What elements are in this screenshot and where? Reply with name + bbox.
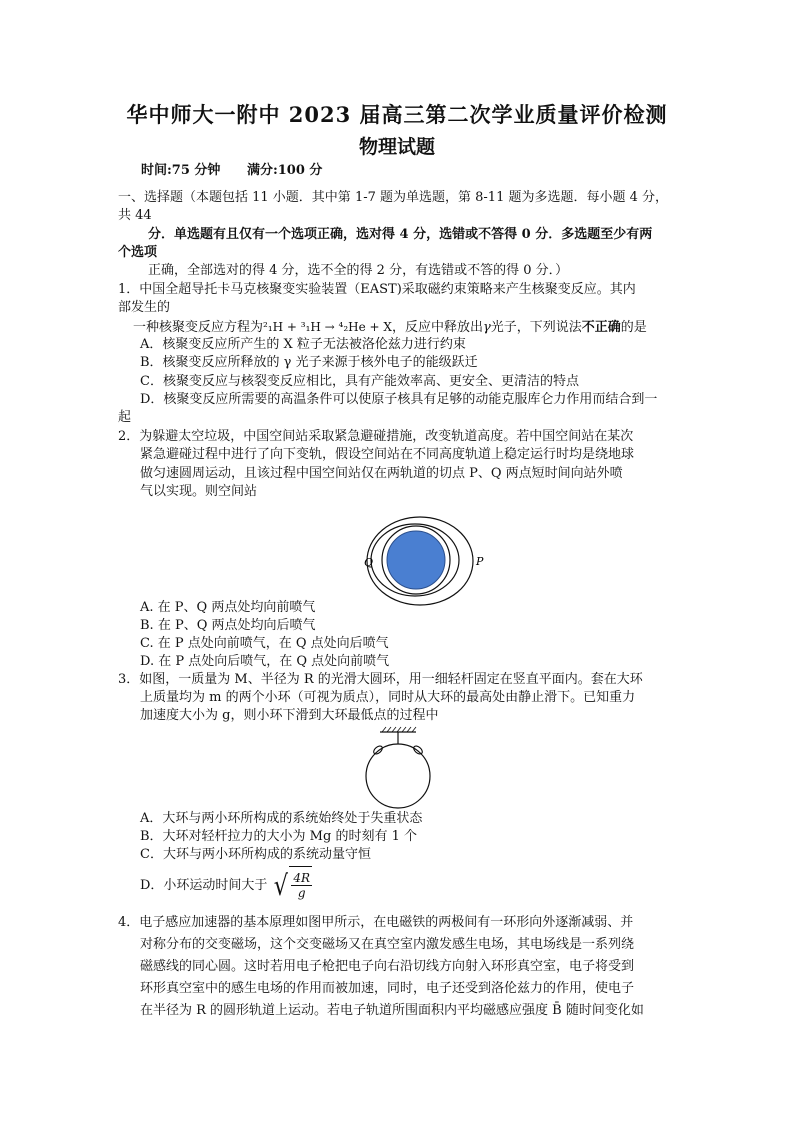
q1-option-a: A．核聚变反应所产生的 X 粒子无法被洛伦兹力进行约束: [140, 337, 466, 352]
q1-stem-line: 部发生的: [118, 300, 171, 315]
q1-option-d: D．核聚变反应所需要的高温条件可以使原子核具有足够的动能克服库仑力作用而结合到一: [140, 392, 658, 407]
q1-stem-equation-line: [133, 318, 647, 337]
q4-stem-line: 对称分布的交变磁场，这个交变磁场又在真空室内激发感生电场，其电场线是一系列绕: [140, 937, 635, 952]
exam-meta: [141, 159, 344, 178]
q1-equation: ²₁H + ³₁H → ⁴₂He + X: [263, 320, 392, 334]
q3-stem-line: 3．如图，一质量为 M、半径为 R 的光滑大圆环，用一细轻杆固定在竖直平面内。套在大环: [118, 672, 643, 687]
q3-stem-line: 上质量均为 m 的两个小环（可视为质点），同时从大环的最高处由静止滑下。已知重力: [140, 690, 636, 705]
q1-stem-post: 光子，下列说法: [490, 320, 582, 335]
q1-stem-mid: ，反应中释放出: [391, 320, 483, 335]
q2-option-d: D. 在 P 点处向后喷气，在 Q 点处向前喷气: [140, 654, 390, 669]
section-intro-line: 一、选择题（本题包括 11 小题．其中第 1-7 题为单选题，第 8-11 题为多选题．每小题 4 分，: [118, 190, 669, 205]
q3-option-b: B．大环对轻杆拉力的大小为 Mg 的时刻有 1 个: [140, 829, 417, 844]
fraction-denominator: g: [297, 886, 306, 900]
q1-option-c: C．核聚变反应与核裂变反应相比，具有产能效率高、更安全、更清洁的特点: [140, 374, 579, 389]
q2-option-b: B. 在 P、Q 两点处均向后喷气: [140, 618, 316, 633]
ring-diagram: [358, 726, 438, 810]
fraction: [291, 871, 312, 900]
q1-stem-pre: 一种核聚变反应方程为: [133, 320, 264, 335]
point-q-label: Q: [364, 556, 374, 569]
fraction-numerator: 4R: [293, 871, 311, 885]
sqrt-icon: √: [273, 868, 288, 902]
q1-gamma: γ: [482, 320, 491, 335]
q1-stem-bold: 不正确: [581, 320, 621, 335]
small-ring-left: [372, 744, 384, 755]
q2-stem-line: 2．为躲避太空垃圾，中国空间站采取紧急避碰措施，改变轨道高度。若中国空间站在某次: [118, 429, 634, 444]
q4-stem-line: 磁感线的同心圆。这时若用电子枪把电子向右沿切线方向射入环形真空室，电子将受到: [140, 959, 635, 974]
section-intro-line: 分．单选题有且仅有一个选项正确，选对得 4 分，选错或不答得 0 分．多选题至少有两: [148, 227, 653, 242]
exam-title: 华中师大一附中 2023 届高三第二次学业质量评价检测: [126, 102, 668, 127]
q3-option-c: C．大环与两小环所构成的系统动量守恒: [140, 847, 371, 862]
section-intro-line: 正确，全部选对的得 4 分，选不全的得 2 分，有选错或不答的得 0 分．）: [148, 263, 569, 278]
q1-option-d-tail: 起: [118, 410, 132, 425]
exam-score: 满分:100 分: [246, 163, 323, 178]
q3-option-d: [140, 866, 312, 904]
q4-stem-line: 在半径为 R 的圆形轨道上运动。若电子轨道所围面积内平均磁感应强度 B̄ 随时间变化如: [140, 1003, 644, 1018]
q3-option-a: A．大环与两小环所构成的系统始终处于失重状态: [140, 811, 423, 826]
q2-stem-line: 紧急避碰过程中进行了向下变轨，假设空间站在不同高度轨道上稳定运行时均是绕地球: [140, 447, 635, 462]
point-p-label: P: [476, 555, 484, 568]
q3-stem-line: 加速度大小为 g，则小环下滑到大环最低点的过程中: [140, 708, 439, 723]
sqrt-expression: [272, 866, 313, 905]
exam-time: 时间:75 分钟: [141, 163, 221, 178]
q2-stem-line: 气以实现。则空间站: [140, 484, 258, 499]
q2-option-a: A. 在 P、Q 两点处均向前喷气: [140, 600, 316, 615]
q1-stem-line: 1．中国全超导托卡马克核聚变实验装置（EAST)采取磁约束策略来产生核聚变反应。其内: [118, 282, 636, 297]
q4-stem-line: 4．电子感应加速器的基本原理如图甲所示，在电磁铁的两极间有一环形向外逐渐减弱、并: [118, 915, 634, 930]
orbit-diagram: [358, 506, 488, 606]
q2-stem-line: 做匀速圆周运动，且该过程中国空间站仅在两轨道的切点 P、Q 两点短时间向站外喷: [140, 466, 623, 481]
q4-stem-line: 环形真空室中的感生电场的作用而被加速，同时，电子还受到洛伦兹力的作用，使电子: [140, 981, 635, 996]
q1-stem-end: 的是: [620, 320, 647, 335]
small-ring-right: [412, 744, 424, 755]
ceiling-hatch: [382, 727, 416, 732]
section-intro-line: 共 44: [118, 208, 152, 223]
section-intro-line: 个选项: [118, 245, 158, 260]
q2-option-c: C. 在 P 点处向前喷气，在 Q 点处向后喷气: [140, 636, 389, 651]
exam-subject: 物理试题: [358, 136, 435, 158]
q3-option-d-text: D．小环运动时间大于: [140, 878, 268, 893]
q1-option-b: B．核聚变反应所释放的 γ 光子来源于核外电子的能级跃迁: [140, 355, 478, 370]
earth-icon: [387, 531, 445, 589]
